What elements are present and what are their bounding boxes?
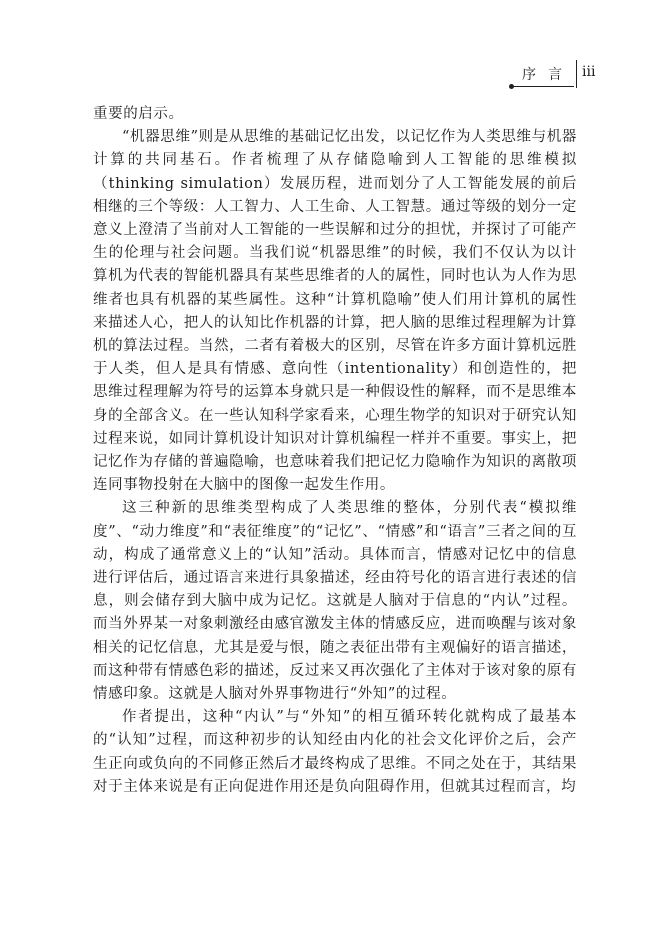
body-text [93, 103, 577, 799]
paragraph-4: 作者提出，这种“内认”与“外知”的相互循环转化就构成了最基本的“认知”过程，而这种初步的认知经由内化的社会文化评价之后，会产生正向或负向的不同修正然后才最终构成了思维。不同之处在于，其结果对于主体来说是有正向促进作用还是负向阻碍作用，但就其过程而言，均 [93, 709, 577, 795]
page-number: iii [582, 64, 596, 80]
paragraph-1: 重要的启示。 [93, 106, 184, 122]
paragraph-3: 这三种新的思维类型构成了人类思维的整体，分别代表“模拟维度”、“动力维度”和“表征维度”的“记忆”、“情感”和“语言”三者之间的互动，构成了通常意义上的“认知”活动。具体而言，情感对记忆中的信息进行评估后，通过语言来进行具象描述，经由符号化的语言进行表述的信息，则会储存到大脑中成为记忆。这就是人脑对于信息的“内认”过程。而当外界某一对象刺激经由感官激发主体的情感反应，进而唤醒与该对象相关的记忆信息，尤其是爱与恨，随之表征出带有主观偏好的语言描述，而这种带有情感色彩的描述，反过来又再次强化了主体对于该对象的原有情感印象。这就是人脑对外界事物进行“外知”的过程。 [93, 500, 577, 703]
running-head-vertical-rule [576, 60, 577, 88]
running-head-title: 序言 [522, 67, 574, 83]
paragraph-2: “机器思维”则是从思维的基础记忆出发，以记忆作为人类思维与机器计算的共同基石。作者梳理了从存储隐喻到人工智能的思维模拟（thinking simulation）发展历程，进而划分了人工智能发展的前后相继的三个等级：人工智力、人工生命、人工智慧。通过等级的划分一定意义上澄清了当前对人工智能的一些误解和过分的担忧，并探讨了可能产生的伦理与社会问题。当我们说“机器思维”的时候，我们不仅认为以计算机为代表的智能机器具有某些思维者的人的属性，同时也认为人作为思维者也具有机器的某些属性。这种“计算机隐喻”使人们用计算机的属性来描述人心，把人的认知比作机器的计算，把人脑的思维过程理解为计算机的算法过程。当然，二者有着极大的区别，尽管在许多方面计算机远胜于人类，但人是具有情感、意向性（intentionality）和创造性的，把思维过程理解为符号的运算本身就只是一种假设性的解释，而不是思维本身的全部含义。在一些认知科学家看来，心理生物学的知识对于研究认知过程来说，如同计算机设计知识对计算机编程一样并不重要。事实上，把记忆作为存储的普遍隐喻，也意味着我们把记忆力隐喻作为知识的离散项连同事物投射在大脑中的图像一起发生作用。 [93, 129, 577, 494]
running-head-underline [512, 86, 574, 87]
running-head [512, 60, 602, 84]
